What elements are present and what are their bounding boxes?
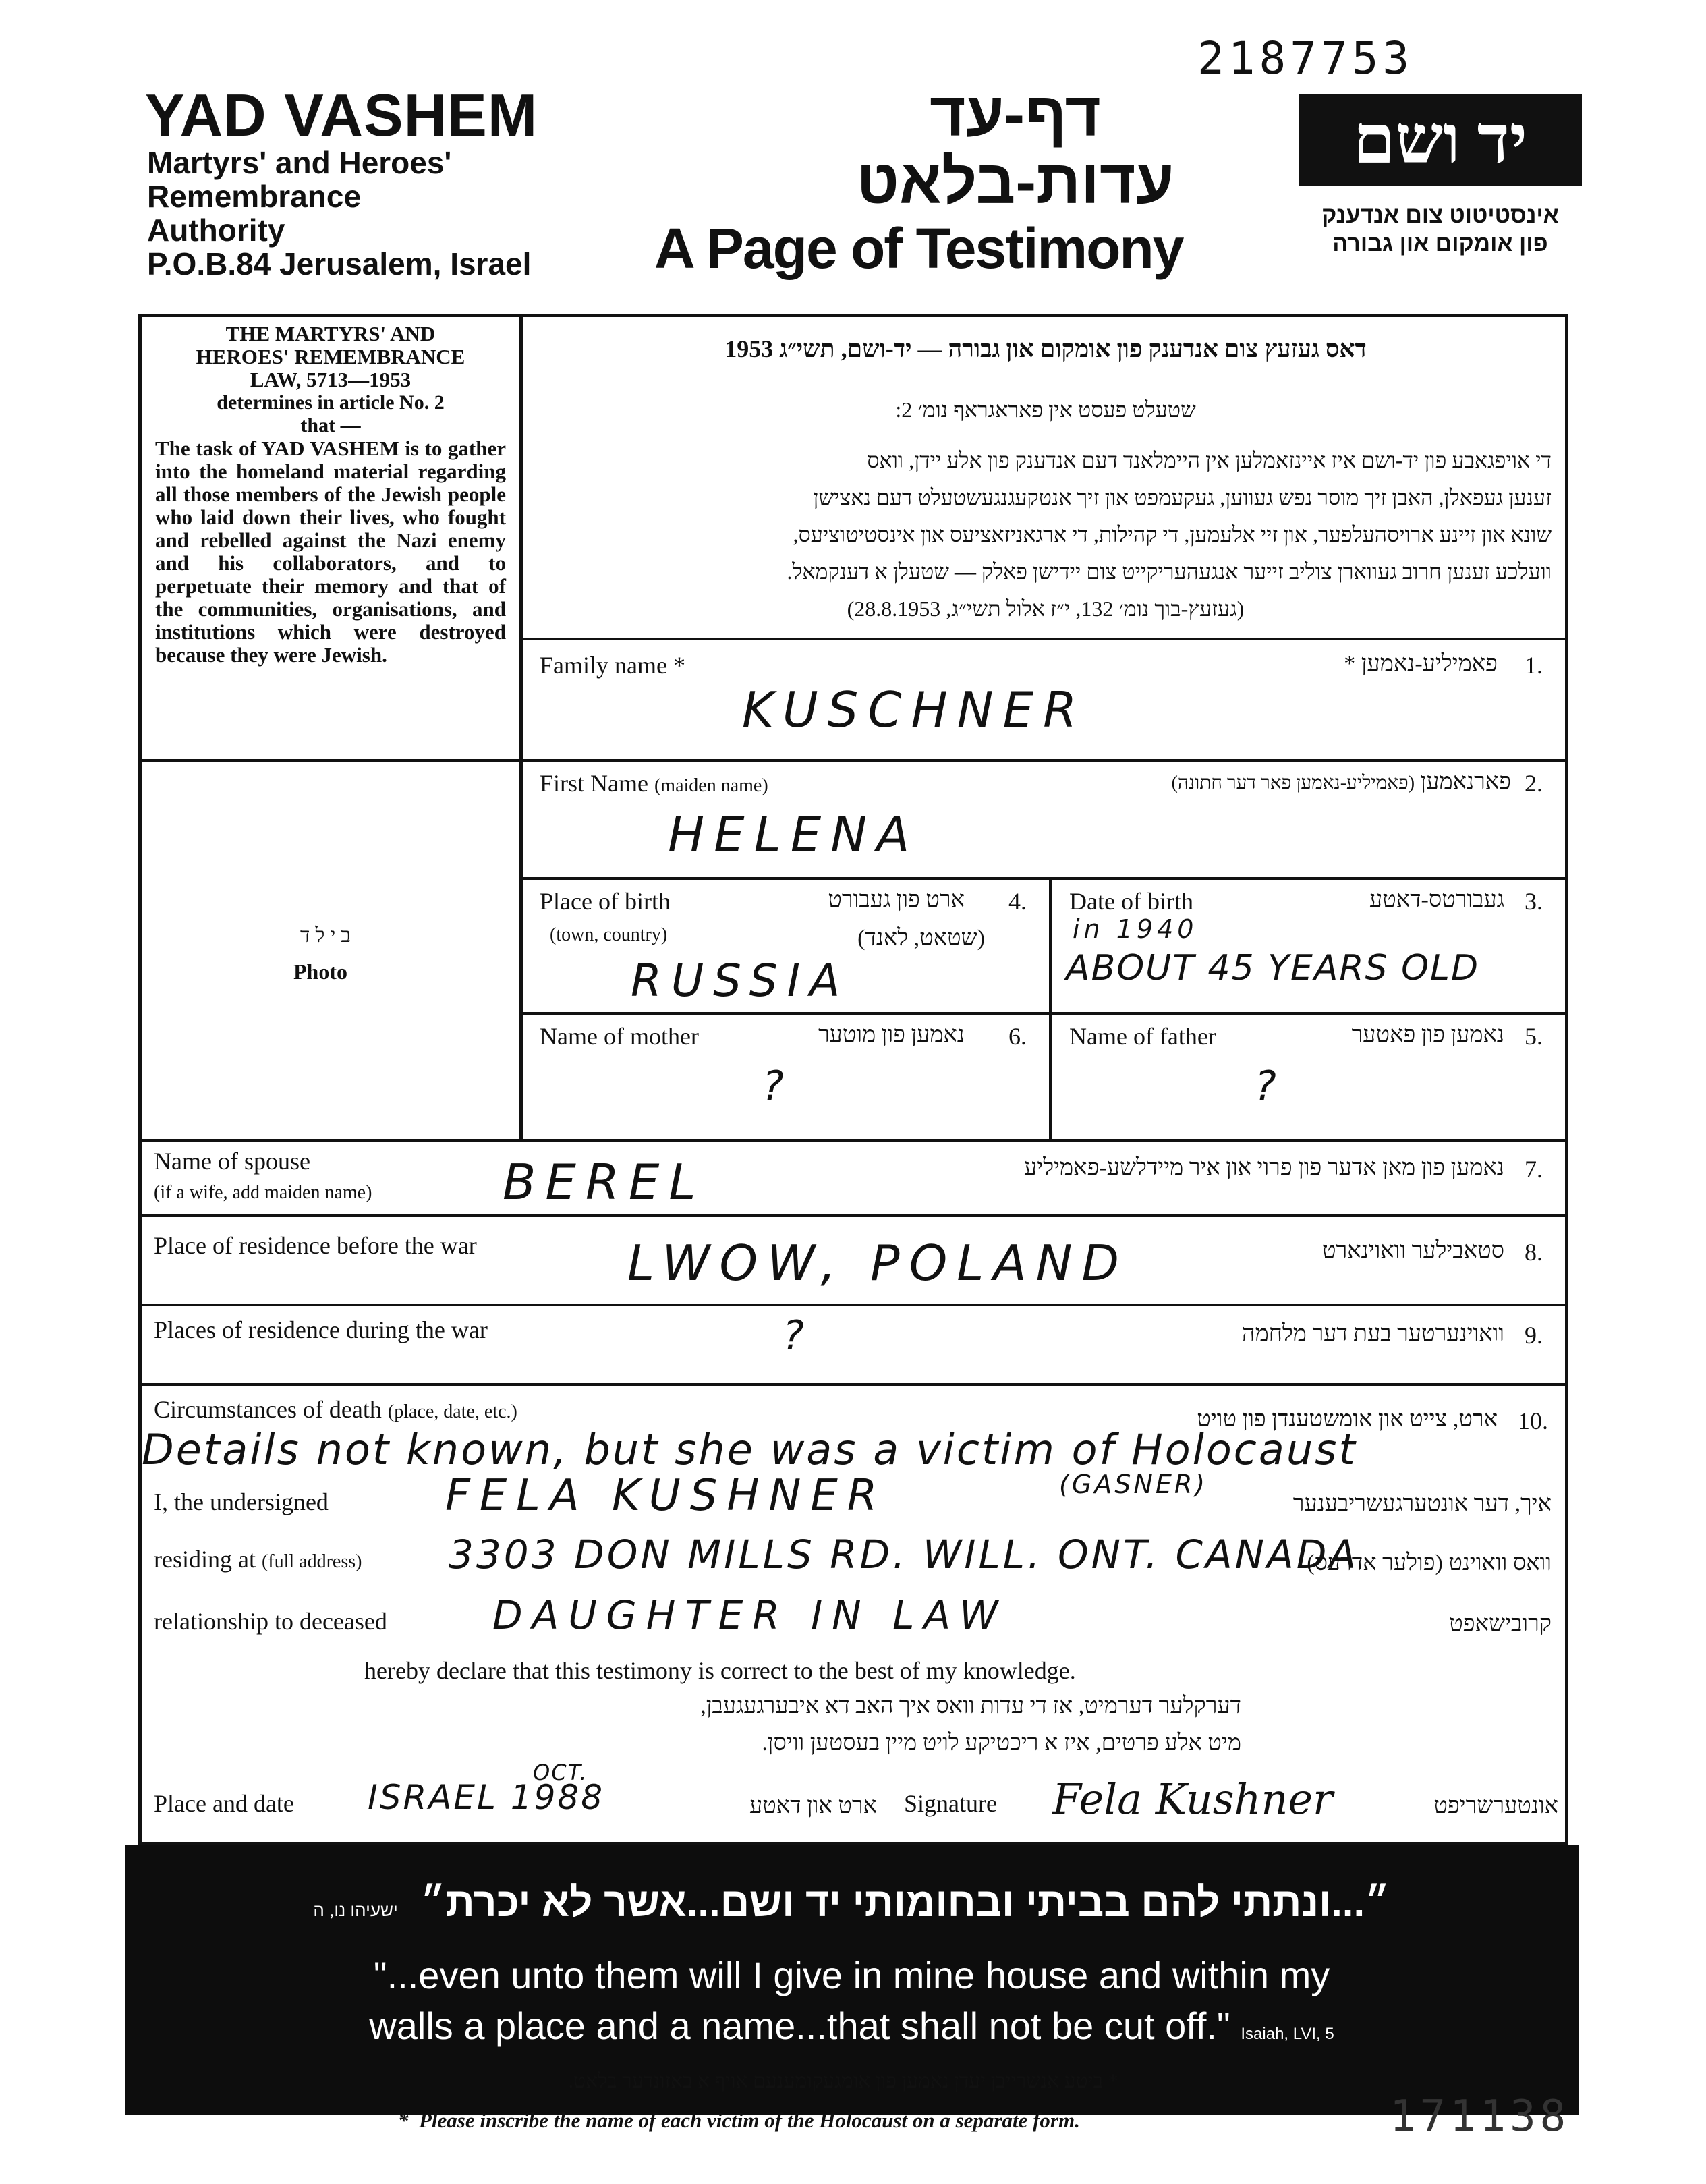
first-name-hebrew-text: פארנאמען — [1420, 769, 1511, 794]
footnote-english — [398, 2108, 1342, 2133]
death-label-hebrew: ארט, צייט און אומשטענדן פון טויט — [1197, 1407, 1498, 1432]
residence-during-value[interactable]: ? — [783, 1312, 814, 1360]
row-rule-1 — [519, 638, 1568, 640]
residence-during-label: Places of residence during the war — [154, 1316, 488, 1343]
law-heading-2: HEROES' REMEMBRANCE — [196, 345, 465, 368]
signature-label-hebrew: אונטערשריפט — [1433, 1793, 1558, 1818]
row-rule-5 — [138, 1139, 1568, 1142]
residence-before-label: Place of residence before the war — [154, 1232, 477, 1259]
address-label-text: residing at — [154, 1546, 256, 1573]
residence-during-label-hebrew: וואוינערטער בעת דער מלחמה — [1242, 1321, 1504, 1346]
hebrew-law-line-1: די אויפגאבע פון יד-ושם איז איינזאמלען אין היימלאנד דעם אנדענק פון אלע יידן, וואס — [867, 448, 1552, 472]
date-of-birth-label-hebrew: געבורטס-דאטע — [1369, 887, 1504, 912]
first-name-hebrew-note: (פאמיליע-נאמען פאר דער חתונה) — [1171, 773, 1415, 793]
first-name-label — [540, 769, 768, 797]
place-date-value[interactable]: ISRAEL 1988 — [368, 1778, 605, 1817]
footnote-english-text: Please inscribe the name of each victim of the Holocaust on a separate form. — [419, 2108, 1080, 2132]
death-label — [154, 1395, 517, 1424]
declaration-text: hereby declare that this testimony is correct to the best of my knowledge. — [364, 1657, 1076, 1684]
footnote-asterisk: * — [398, 2108, 419, 2132]
first-name-label-hebrew — [1012, 769, 1511, 795]
first-name-label-text: First Name — [540, 770, 648, 797]
relationship-value[interactable]: DAUGHTER IN LAW — [492, 1592, 1008, 1638]
death-label-note: (place, date, etc.) — [387, 1401, 517, 1422]
row-rule-3 — [519, 877, 1568, 880]
place-of-birth-number: 4. — [1008, 888, 1027, 915]
date-of-birth-label: Date of birth — [1069, 888, 1193, 915]
hebrew-title-1: דף-עד — [930, 80, 1101, 149]
hebrew-law-subtitle: שטעלט פעסט אין פאראגראף נומ׳ 2: — [895, 397, 1196, 422]
row-rule-4 — [519, 1012, 1568, 1015]
place-of-birth-note: (town, country) — [550, 924, 668, 945]
hebrew-law-title: דאס געזעץ צום אנדענק פון אומקום און גבורה — יד-ושם, תשי״ג 1953 — [724, 335, 1367, 362]
address-label-note: (full address) — [261, 1551, 362, 1572]
hebrew-law-source: (געזעץ-בוך נומ׳ 132, י״ז אלול תשי״ג, 28.8.1953) — [847, 596, 1245, 621]
org-line-2: Remembrance — [147, 179, 362, 214]
family-name-label-hebrew: פאמיליע-נאמען * — [1344, 651, 1498, 676]
org-line-1: Martyrs' and Heroes' — [147, 145, 452, 180]
family-name-number: 1. — [1525, 652, 1543, 679]
institute-line-1: אינסטיטוט צום אנדענק — [1321, 202, 1559, 228]
address-label — [154, 1545, 362, 1573]
death-value[interactable]: Details not known, but she was a victim of Holocaust — [142, 1425, 1357, 1474]
death-number: 10. — [1518, 1407, 1548, 1434]
place-date-label-hebrew: ארט און דאטע — [749, 1793, 877, 1818]
hebrew-law-line-2: זענען געפאלן, האבן זיך מוסר נפש געווען, געקעמפט און זיך אנטקעגנגעשטעלט דעם נאצישן — [813, 485, 1552, 509]
undersigned-note[interactable]: (GASNER) — [1059, 1469, 1208, 1499]
law-heading-3: LAW, 5713—1953 — [250, 368, 411, 391]
father-name-label: Name of father — [1069, 1023, 1216, 1050]
first-name-number: 2. — [1525, 770, 1543, 797]
verse-english-line-2 — [125, 2004, 1579, 2048]
death-label-text: Circumstances of death — [154, 1396, 382, 1423]
law-citation — [155, 323, 506, 667]
law-heading-4: determines in article No. 2 — [217, 391, 445, 414]
undersigned-label-hebrew: איך, דער אונטערגעשריבענער — [1292, 1491, 1552, 1516]
row-rule-8 — [138, 1383, 1568, 1386]
org-address: P.O.B.84 Jerusalem, Israel — [147, 246, 532, 281]
org-line-3: Authority — [147, 213, 285, 248]
row-rule-7 — [138, 1304, 1568, 1306]
spouse-label: Name of spouse — [154, 1148, 310, 1175]
date-of-birth-value[interactable]: ABOUT 45 YEARS OLD — [1066, 948, 1480, 988]
family-name-label: Family name * — [540, 652, 685, 679]
place-of-birth-label: Place of birth — [540, 888, 671, 915]
undersigned-value[interactable]: FELA KUSHNER — [445, 1471, 887, 1521]
document-number: 2187753 — [1197, 32, 1414, 84]
spouse-label-note: (if a wife, add maiden name) — [154, 1182, 372, 1203]
mother-name-label-hebrew: נאמען פון מוטער — [818, 1022, 965, 1047]
declaration-hebrew-2: מיט אלע פרטים, איז א ריכטיקע לויט מיין בעסטען וויסן. — [762, 1731, 1241, 1756]
place-of-birth-note-hebrew: (שטאט, לאנד) — [857, 926, 985, 951]
verse-hebrew-ref: ישעיהו נו, ה — [313, 1900, 398, 1920]
row-rule-6 — [138, 1214, 1568, 1217]
verse-hebrew — [125, 1879, 1579, 1926]
photo-label: Photo — [293, 959, 347, 984]
mother-name-label: Name of mother — [540, 1023, 699, 1050]
relationship-label-hebrew: קרובישאפט — [1449, 1611, 1552, 1636]
signature-label: Signature — [904, 1790, 997, 1817]
place-date-label: Place and date — [154, 1790, 294, 1817]
spouse-label-hebrew: נאמען פון מאן אדער פון פרוי און איר מיידלשע-פאמיליע — [1024, 1155, 1504, 1180]
footnote-hebrew: * ביטע אנשרייבן יעדן נאמען פון אומגעקומענעם אויף א באזונדער בלאט. — [568, 2070, 1118, 2092]
hebrew-title-2: עדות-בלאט — [856, 148, 1174, 217]
birth-parent-divider — [1049, 877, 1052, 1140]
place-of-birth-value[interactable]: RUSSIA — [631, 955, 850, 1007]
organization-name: YAD VASHEM — [145, 82, 538, 148]
residence-before-value[interactable]: LWOW, POLAND — [627, 1235, 1129, 1291]
hebrew-law-line-4: וועלכע זענען חרוב געווארן צוליב זייער אנגעהעריקייט צום יידישן פאלק — שטעלן א דענקמאל. — [787, 559, 1552, 584]
left-column-rule — [138, 759, 521, 762]
father-name-number: 5. — [1525, 1023, 1543, 1050]
hebrew-law-line-3: שונא און זיינע ארויסהעלפער, און זיי אלעמען, די קהילות, די ארגאניזאציעס און אינסטיטוציעס, — [793, 522, 1552, 547]
address-label-hebrew: וואס וואוינט (פולער אדרעס) — [1307, 1550, 1552, 1575]
signature-value[interactable]: Fela Kushner — [1052, 1774, 1333, 1824]
law-heading-1: THE MARTYRS' AND — [225, 322, 436, 345]
law-body: The task of YAD VASHEM is to gather into the homeland material regarding all those members of the Jewish people who laid down their lives, who fought and rebelled against the Nazi enemy and his collaborators, and to perpetuate their memory and that of the communities, organisations, and institutions which were destroyed because they were Jewish. — [155, 437, 506, 667]
law-heading-5: that — — [300, 414, 361, 437]
residence-during-number: 9. — [1525, 1322, 1543, 1349]
photo-label-hebrew: בילד — [300, 924, 356, 947]
row-rule-2 — [519, 759, 1568, 762]
yad-vashem-logo: יד ושם — [1299, 94, 1582, 186]
verse-english-line-1: "...even unto them will I give in mine house and within my — [373, 1954, 1330, 1996]
mother-name-number: 6. — [1008, 1023, 1027, 1050]
residence-before-label-hebrew: סטאבילער וואוינארט — [1321, 1238, 1504, 1263]
page-title: A Page of Testimony — [654, 217, 1183, 280]
verse-english-line-2-text: walls a place and a name...that shall not be cut off." — [369, 2005, 1230, 2047]
verse-reference: Isaiah, LVI, 5 — [1241, 2025, 1334, 2043]
archive-number: 171138 — [1390, 2092, 1570, 2141]
first-name-label-note: (maiden name) — [654, 775, 768, 796]
declaration-hebrew-1: דערקלער דערמיט, אז די עדות וואס איך האב דא איבערגעגעבן, — [700, 1693, 1241, 1718]
date-of-birth-number: 3. — [1525, 888, 1543, 915]
institute-line-2: פון אומקום און גבורה — [1332, 231, 1548, 256]
relationship-label: relationship to deceased — [154, 1608, 387, 1635]
family-name-value[interactable]: KUSCHNER — [742, 681, 1087, 738]
place-date-note[interactable]: OCT. — [533, 1760, 588, 1785]
residence-before-number: 8. — [1525, 1239, 1543, 1266]
place-of-birth-label-hebrew: ארט פון געבורט — [828, 887, 965, 912]
spouse-number: 7. — [1525, 1156, 1543, 1183]
father-name-label-hebrew: נאמען פון פאטער — [1351, 1022, 1504, 1047]
verse-hebrew-text: ״...ונתתי להם בביתי ובחומותי יד ושם...אשר לא יכרת״ — [420, 1880, 1390, 1925]
mother-name-value[interactable]: ? — [762, 1063, 793, 1110]
undersigned-label: I, the undersigned — [154, 1488, 329, 1515]
spouse-value[interactable]: BEREL — [503, 1154, 706, 1210]
left-column-divider — [519, 314, 523, 1140]
date-of-birth-note[interactable]: in 1940 — [1073, 914, 1198, 944]
first-name-value[interactable]: HELENA — [668, 806, 919, 863]
address-value[interactable]: 3303 DON MILLS RD. WILL. ONT. CANADA — [449, 1532, 1359, 1577]
father-name-value[interactable]: ? — [1255, 1063, 1286, 1110]
